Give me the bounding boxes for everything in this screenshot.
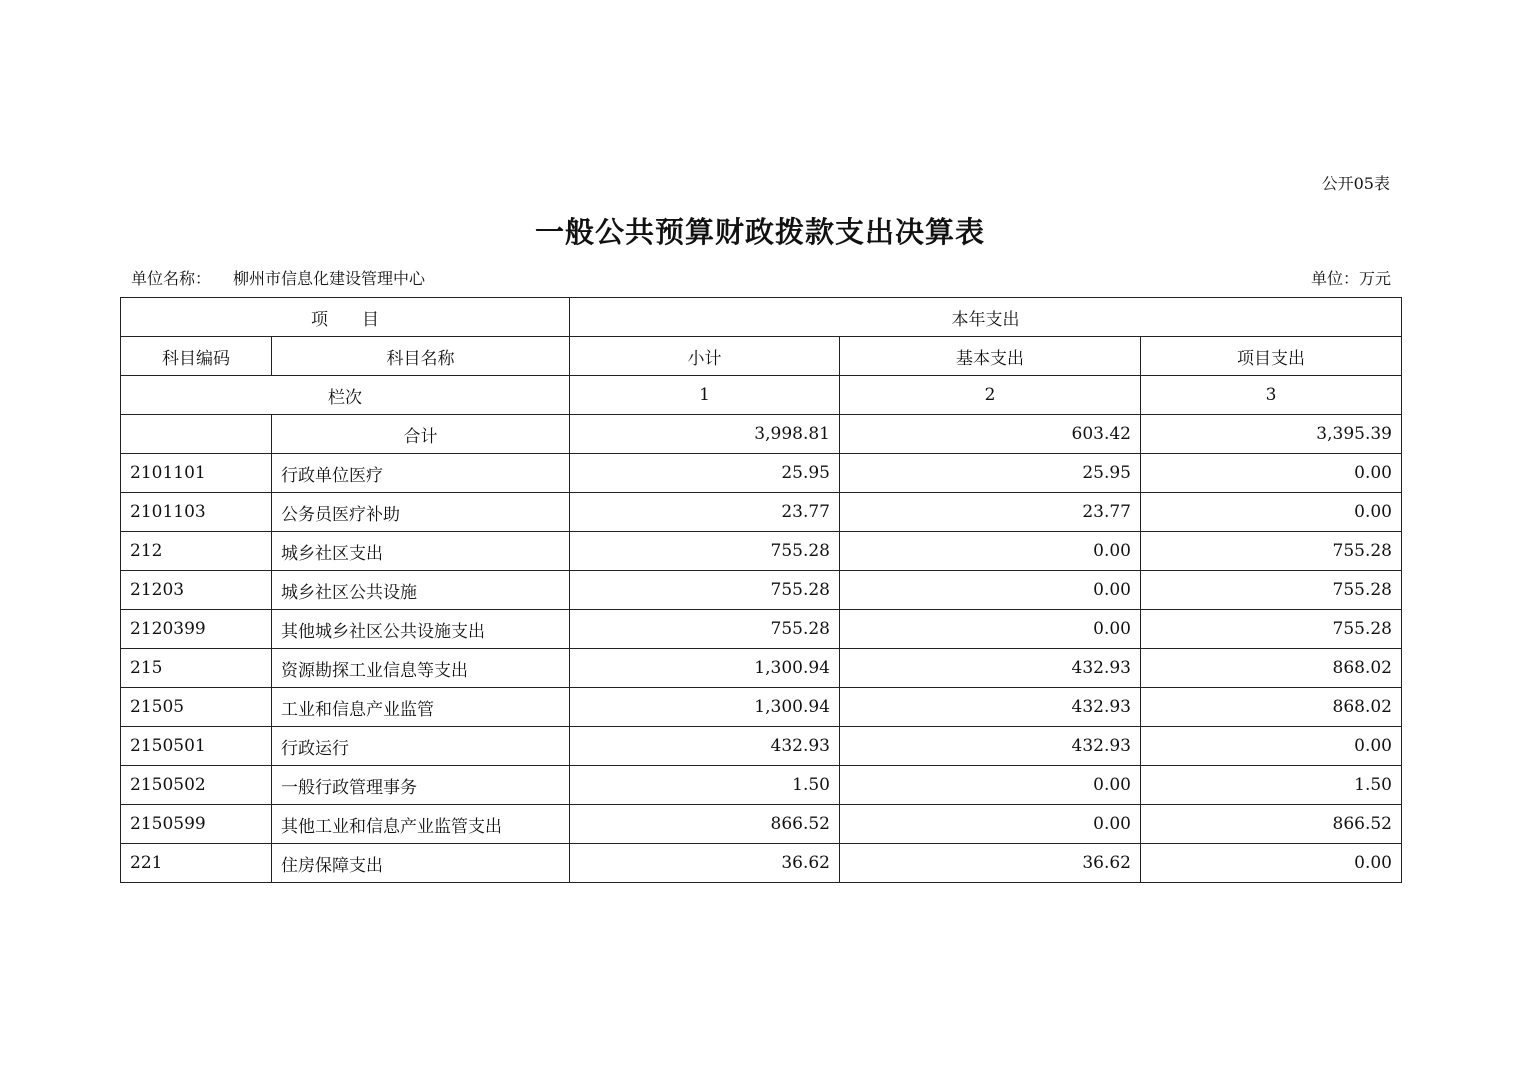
expense-table — [120, 297, 1402, 883]
row-project: 0.00 — [1141, 493, 1402, 532]
row-subtotal: 1,300.94 — [570, 688, 840, 727]
total-subtotal: 3,998.81 — [570, 415, 840, 454]
row-project: 1.50 — [1141, 766, 1402, 805]
row-code: 2150501 — [121, 727, 272, 766]
row-project: 755.28 — [1141, 532, 1402, 571]
row-code: 2120399 — [121, 610, 272, 649]
row-code: 212 — [121, 532, 272, 571]
row-code: 21203 — [121, 571, 272, 610]
table-row — [121, 610, 1402, 649]
row-project: 868.02 — [1141, 688, 1402, 727]
header-col-2: 2 — [840, 376, 1141, 415]
header-basic: 基本支出 — [840, 337, 1141, 376]
row-name: 城乡社区支出 — [272, 532, 570, 571]
table-row — [121, 844, 1402, 883]
header-code: 科目编码 — [121, 337, 272, 376]
table-row — [121, 766, 1402, 805]
row-subtotal: 755.28 — [570, 610, 840, 649]
row-project: 0.00 — [1141, 454, 1402, 493]
form-code: 公开05表 — [1321, 174, 1390, 193]
table-row — [121, 727, 1402, 766]
row-subtotal: 23.77 — [570, 493, 840, 532]
row-subtotal: 25.95 — [570, 454, 840, 493]
row-project: 755.28 — [1141, 610, 1402, 649]
table-row — [121, 688, 1402, 727]
row-project: 866.52 — [1141, 805, 1402, 844]
header-current-year-expense: 本年支出 — [570, 298, 1402, 337]
unit-name-label: 单位名称： — [131, 269, 212, 288]
header-col-3: 3 — [1141, 376, 1402, 415]
row-name: 行政运行 — [272, 727, 570, 766]
header-subtotal: 小计 — [570, 337, 840, 376]
row-name: 城乡社区公共设施 — [272, 571, 570, 610]
row-name: 行政单位医疗 — [272, 454, 570, 493]
row-name: 工业和信息产业监管 — [272, 688, 570, 727]
row-basic: 0.00 — [840, 805, 1141, 844]
row-project: 0.00 — [1141, 844, 1402, 883]
row-code: 221 — [121, 844, 272, 883]
currency-unit: 单位：万元 — [1310, 269, 1391, 288]
row-name: 住房保障支出 — [272, 844, 570, 883]
table-row — [121, 493, 1402, 532]
row-basic: 432.93 — [840, 649, 1141, 688]
header-row-1 — [121, 298, 1402, 337]
row-basic: 25.95 — [840, 454, 1141, 493]
row-subtotal: 755.28 — [570, 571, 840, 610]
row-basic: 0.00 — [840, 766, 1141, 805]
total-row — [121, 415, 1402, 454]
unit-info-line — [131, 266, 1391, 289]
row-subtotal: 755.28 — [570, 532, 840, 571]
row-basic: 432.93 — [840, 688, 1141, 727]
row-basic: 432.93 — [840, 727, 1141, 766]
row-basic: 23.77 — [840, 493, 1141, 532]
header-row-2 — [121, 337, 1402, 376]
row-subtotal: 1,300.94 — [570, 649, 840, 688]
row-subtotal: 432.93 — [570, 727, 840, 766]
row-basic: 0.00 — [840, 610, 1141, 649]
row-code: 2101101 — [121, 454, 272, 493]
table-row — [121, 805, 1402, 844]
row-name: 资源勘探工业信息等支出 — [272, 649, 570, 688]
unit-name: 柳州市信息化建设管理中心 — [233, 269, 426, 288]
row-name: 其他工业和信息产业监管支出 — [272, 805, 570, 844]
total-code — [121, 415, 272, 454]
table-row — [121, 571, 1402, 610]
row-name: 一般行政管理事务 — [272, 766, 570, 805]
row-basic: 0.00 — [840, 571, 1141, 610]
row-name: 其他城乡社区公共设施支出 — [272, 610, 570, 649]
header-col-1: 1 — [570, 376, 840, 415]
header-project-expense: 项目支出 — [1141, 337, 1402, 376]
table-row — [121, 532, 1402, 571]
page-title: 一般公共预算财政拨款支出决算表 — [534, 215, 985, 249]
row-project: 755.28 — [1141, 571, 1402, 610]
table-row — [121, 454, 1402, 493]
total-label: 合计 — [272, 415, 570, 454]
row-subtotal: 866.52 — [570, 805, 840, 844]
row-project: 0.00 — [1141, 727, 1402, 766]
header-column-no: 栏次 — [121, 376, 570, 415]
row-basic: 36.62 — [840, 844, 1141, 883]
row-code: 2101103 — [121, 493, 272, 532]
row-code: 215 — [121, 649, 272, 688]
row-subtotal: 1.50 — [570, 766, 840, 805]
header-name: 科目名称 — [272, 337, 570, 376]
row-code: 2150502 — [121, 766, 272, 805]
row-basic: 0.00 — [840, 532, 1141, 571]
row-subtotal: 36.62 — [570, 844, 840, 883]
header-row-3 — [121, 376, 1402, 415]
row-project: 868.02 — [1141, 649, 1402, 688]
table-row — [121, 649, 1402, 688]
row-code: 2150599 — [121, 805, 272, 844]
row-name: 公务员医疗补助 — [272, 493, 570, 532]
total-project: 3,395.39 — [1141, 415, 1402, 454]
total-basic: 603.42 — [840, 415, 1141, 454]
header-project: 项 目 — [121, 298, 570, 337]
row-code: 21505 — [121, 688, 272, 727]
